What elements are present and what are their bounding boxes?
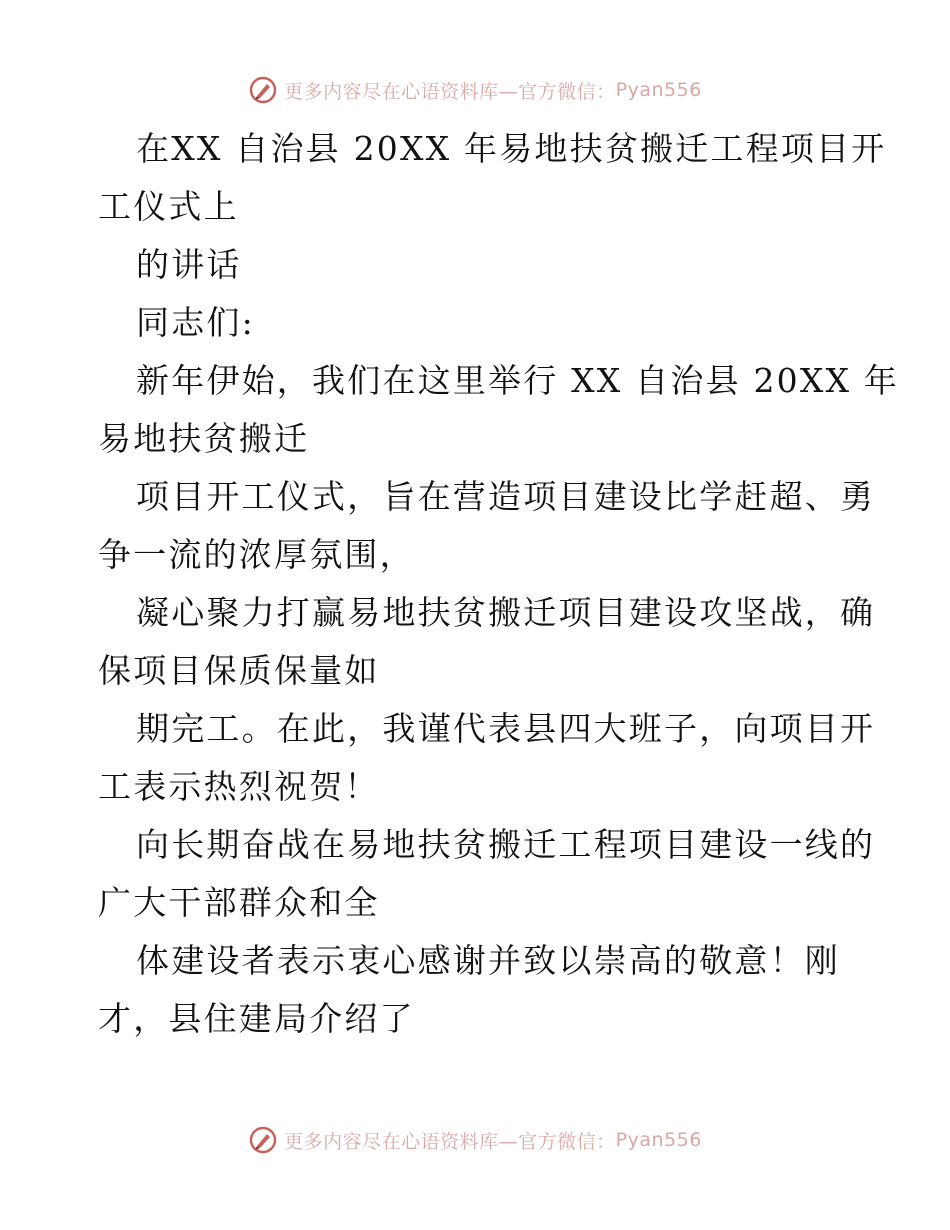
watermark-wechat-id: Pyan556 [615,1129,702,1151]
text-line: 项目开工仪式，旨在营造项目建设比学赶超、勇 [136,477,876,516]
text-line: 的讲话 [136,245,242,284]
text-line: 期完工。在此，我谨代表县四大班子，向项目开 [136,709,876,748]
watermark-text: 更多内容尽在心语资料库—官方微信： [284,80,616,103]
text-line: 体建设者表示衷心感谢并致以崇高的敬意！刚 [136,941,840,980]
pen-logo-icon [248,1125,278,1155]
text-line: 在XX 自治县 20XX 年易地扶贫搬迁工程项目开 [136,129,887,168]
document-body [98,120,900,1048]
text-line: 凝心聚力打赢易地扶贫搬迁项目建设攻坚战，确 [136,593,876,632]
text-line: 新年伊始，我们在这里举行 XX 自治县 20XX 年 [136,361,900,400]
text-line: 广大干部群众和全 [98,883,380,922]
watermark-text: 更多内容尽在心语资料库—官方微信： [284,1130,616,1153]
text-line: 工仪式上 [98,187,239,226]
text-line: 同志们: [136,303,255,342]
text-line: 才，县住建局介绍了 [98,999,415,1038]
text-line: 保项目保质保量如 [98,651,380,690]
text-line: 向长期奋战在易地扶贫搬迁工程项目建设一线的 [136,825,876,864]
pen-logo-icon [248,75,278,105]
text-line: 易地扶贫搬迁 [98,419,310,458]
text-line: 争一流的浓厚氛围， [98,535,415,574]
footer-watermark [0,1120,950,1160]
header-watermark [0,70,950,110]
text-line: 工表示热烈祝贺！ [98,767,380,806]
watermark-wechat-id: Pyan556 [615,79,702,101]
